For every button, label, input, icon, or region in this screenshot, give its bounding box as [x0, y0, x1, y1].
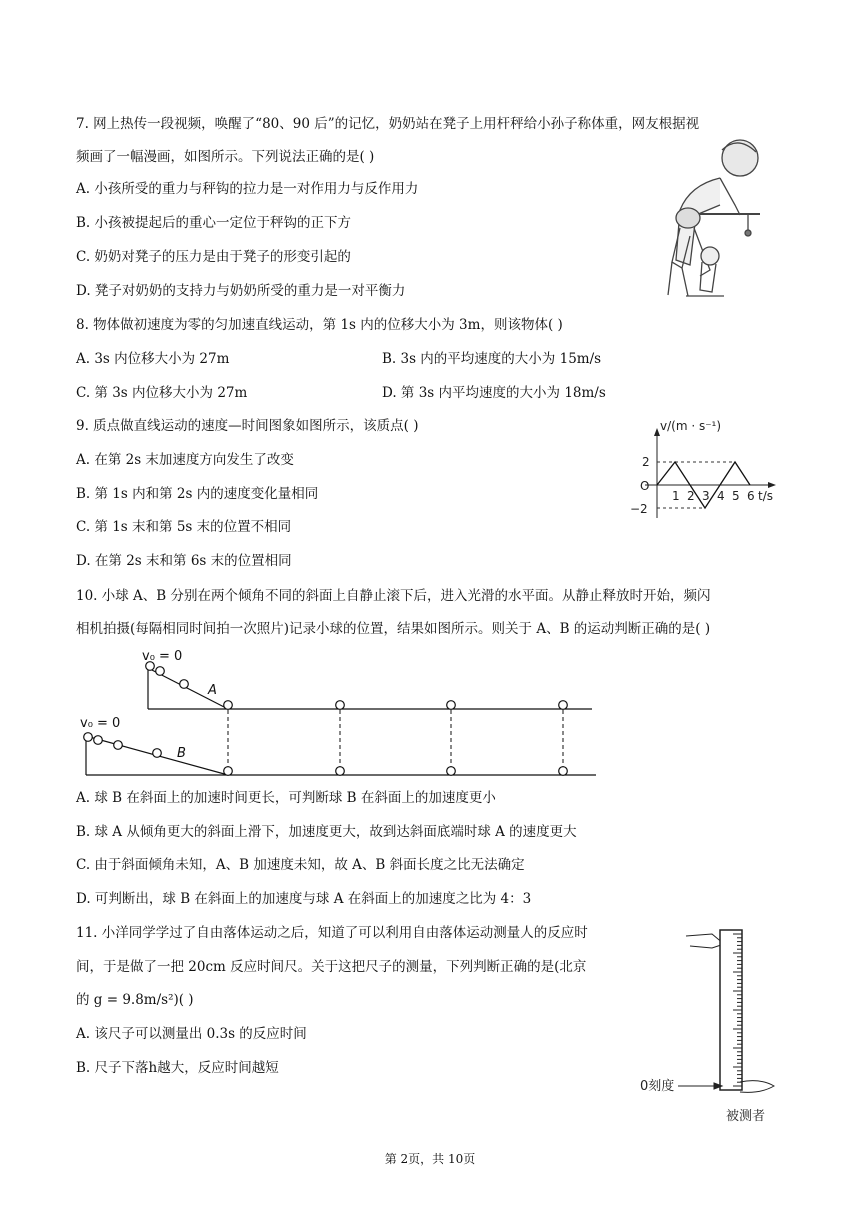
q9-ytick-neg2: −2: [630, 502, 648, 516]
q9-xtick-4: 4: [717, 489, 725, 503]
q10-ball-b: [559, 767, 568, 776]
q11-subject-label: 被测者: [726, 1109, 766, 1124]
q10-ball-b: [447, 767, 456, 776]
q7-option-d: D. 凳子对奶奶的支持力与奶奶所受的重力是一对平衡力: [76, 283, 406, 299]
q7-option-c: C. 奶奶对凳子的压力是由于凳子的形变引起的: [76, 249, 351, 265]
q7-stem-line1: 7. 网上热传一段视频，唤醒了“80、90 后”的记忆，奶奶站在凳子上用杆秤给小孙子称体重，网友根据视: [76, 116, 700, 132]
q8-stem: 8. 物体做初速度为零的匀加速直线运动，第 1s 内的位移大小为 3m，则该物体( ): [76, 317, 563, 333]
q7-option-a: A. 小孩所受的重力与秤钩的拉力是一对作用力与反作用力: [76, 181, 419, 197]
q10-ball-a: [156, 667, 165, 676]
q9-option-c: C. 第 1s 末和第 5s 末的位置不相同: [76, 519, 292, 535]
q8-option-b: B. 3s 内的平均速度的大小为 15m/s: [382, 351, 602, 367]
q11-hand-bottom: [740, 1081, 774, 1093]
q9-ytick-2: 2: [642, 455, 650, 469]
q11-option-a: A. 该尺子可以测量出 0.3s 的反应时间: [76, 1026, 307, 1042]
q10-ball-b: [94, 736, 103, 745]
q10-stem-line2: 相机拍摄(每隔相同时间拍一次照片)记录小球的位置，结果如图所示。则关于 A、B 的运动判断正确的是( ): [76, 621, 711, 637]
q10-v0-top-label: v₀ = 0: [142, 649, 183, 664]
q9-xtick-5: 5: [732, 489, 740, 503]
q10-ball-a: [559, 701, 568, 710]
q9-vt-graph: [630, 419, 776, 518]
q10-ball-a-label: A: [208, 683, 217, 698]
q10-stem-line1: 10. 小球 A、B 分别在两个倾角不同的斜面上自静止滚下后，进入光滑的水平面。从静止释放时开始，频闪: [76, 588, 711, 604]
q10-option-c: C. 由于斜面倾角未知，A、B 加速度未知，故 A、B 斜面长度之比无法确定: [76, 857, 525, 873]
q10-ball-b-label: B: [177, 746, 186, 761]
q10-ball-b: [336, 767, 345, 776]
q7-stem-line2: 频画了一幅漫画，如图所示。下列说法正确的是( ): [76, 149, 375, 165]
q10-option-d: D. 可判断出，球 B 在斜面上的加速度与球 A 在斜面上的加速度之比为 4：3: [76, 891, 532, 907]
q8-option-d: D. 第 3s 内平均速度的大小为 18m/s: [382, 385, 606, 401]
q8-option-a: A. 3s 内位移大小为 27m: [76, 351, 230, 367]
q9-origin-label: O: [640, 479, 650, 493]
q9-y-axis-label: v/(m · s⁻¹): [660, 419, 722, 433]
q7-cartoon-figure: [668, 140, 760, 296]
q11-labels: [640, 1078, 765, 1124]
q11-hand-top: [686, 934, 724, 948]
q11-zero-label: 0刻度: [640, 1079, 675, 1094]
q9-xtick-3: 3: [702, 489, 710, 503]
q9-xtick-1: 1: [672, 489, 680, 503]
q9-stem: 9. 质点做直线运动的速度—时间图象如图所示，该质点( ): [76, 418, 419, 434]
q10-figure: [84, 662, 596, 776]
q10-ball-b: [224, 767, 233, 776]
q7-option-b: B. 小孩被提起后的重心一定位于秤钩的正下方: [76, 215, 352, 231]
q11-option-b: B. 尺子下落h越大，反应时间越短: [76, 1060, 279, 1076]
q11-stem-line3: 的 g = 9.8m/s²)( ): [76, 992, 194, 1008]
q9-xtick-6: 6: [747, 489, 755, 503]
q10-ball-a: [447, 701, 456, 710]
q11-stem-line1: 11. 小洋同学学过了自由落体运动之后，知道了可以利用自由落体运动测量人的反应时: [76, 925, 588, 941]
q11-ruler-figure: [678, 930, 774, 1092]
q8-option-c: C. 第 3s 内位移大小为 27m: [76, 385, 248, 401]
q9-x-arrow: [768, 482, 776, 488]
q10-dashed-guides: [228, 710, 563, 767]
q10-ball-a: [180, 680, 189, 689]
q10-ball-b: [153, 749, 162, 758]
q10-ball-a: [336, 701, 345, 710]
q10-ball-b: [84, 733, 93, 742]
q9-x-axis-label: t/s: [758, 489, 773, 503]
page-footer: 第 2页，共 10页: [384, 1152, 476, 1166]
q9-option-a: A. 在第 2s 末加速度方向发生了改变: [76, 452, 294, 468]
q9-xtick-2: 2: [687, 489, 695, 503]
q10-ball-b: [114, 741, 123, 750]
q10-ball-a: [224, 701, 233, 710]
q10-option-a: A. 球 B 在斜面上的加速时间更长，可判断球 B 在斜面上的加速度更小: [76, 790, 496, 806]
q10-option-b: B. 球 A 从倾角更大的斜面上滑下，加速度更大，故到达斜面底端时球 A 的速度更大: [76, 824, 577, 840]
q11-stem-line2: 间，于是做了一把 20cm 反应时间尺。关于这把尺子的测量，下列判断正确的是(北京: [76, 959, 587, 975]
q10-v0-bottom-label: v₀ = 0: [80, 716, 121, 731]
q9-option-b: B. 第 1s 内和第 2s 内的速度变化量相同: [76, 486, 319, 502]
q9-option-d: D. 在第 2s 末和第 6s 末的位置相同: [76, 553, 292, 569]
